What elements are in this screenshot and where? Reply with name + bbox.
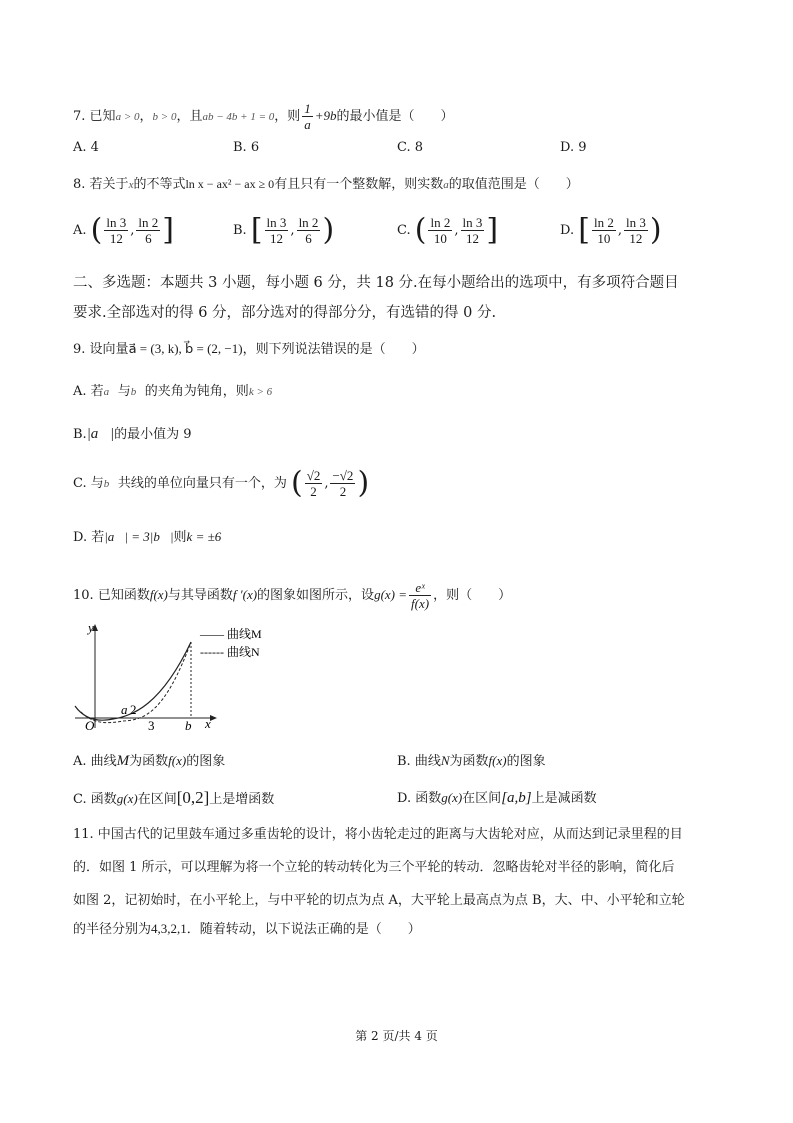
function-graph [73,620,293,735]
x-axis-arrow [210,715,217,721]
stem-text: ，且 [176,109,203,124]
question-11-line-1: 11. 中国古代的记里鼓车通过多重齿轮的设计，将小齿轮走过的距离与大齿轮对应，从而达到记录里程的目 [73,827,683,842]
question-11-line-3: 如图 2，记初始时，在小平轮上，与中平轮的切点为点 A，大平轮上最高点为点 B，大、中、小平轮和立轮 [73,893,685,908]
origin-label: O [85,718,95,733]
page-footer: 第 2 页/共 4 页 [355,1029,438,1043]
point-b-label: b [185,718,192,733]
option-a: A. 若a⃗与b⃗的夹角为钝角，则k > 6 [73,384,273,399]
fraction: $\frac{1}{a}$ [304,101,311,132]
option-c: C. ( $\frac{\ln 2}{10}$ , $\frac{\ln 3}{12}$ ] [397,212,499,248]
x-label: x [205,716,211,731]
math-expression: +9b [314,108,337,123]
option-a: A. ( $\frac{\ln 3}{12}$ , $\frac{\ln 2}{6}$ ] [73,212,174,248]
option-c: C. 与b⃗共线的单位向量只有一个，为 ( $\frac{√2}{2}$ , $\frac{-√2}{2}$ ) [73,465,370,501]
option-d: D. 若|a⃗| = 3|b⃗|则k = ±6 [73,529,222,545]
option-d: D. 函数g(x)在区间[a,b]上是减函数 [397,790,597,806]
math-variable: a [443,179,449,191]
math-variable: x [128,179,134,191]
question-10-stem: 10. 已知函数f(x)与其导函数f ′(x)的图象如图所示，设g(x) = $\frac{\text{eˣ}}{f(x)}$ ，则（ ） [73,580,512,611]
question-7-stem [73,101,454,132]
y-label: y [88,620,94,635]
option-d: D. 9 [560,140,587,155]
question-11-line-4: 的半径分别为4,3,2,1．随着转动，以下说法正确的是（ ） [73,921,421,937]
math-inequality: ln x − ax² − ax ≥ 0 [185,177,275,191]
section-heading-line-2: 要求.全部选对的得 6 分，部分选对的得部分分，有选错的得 0 分. [73,305,497,321]
math-condition: b > 0 [152,111,177,123]
math-condition: a > 0 [115,111,140,123]
section-heading-line-1: 二、多选题：本题共 3 小题，每小题 6 分，共 18 分.在每小题给出的选项中，有多项符合题目 [73,275,679,291]
stem-text: 若关于 [89,177,129,192]
stem-text: 的取值范围是（ ） [448,177,579,192]
stem-text: 有且只有一个整数解，则实数 [274,177,444,192]
legend-m: —— 曲线M [200,627,262,641]
question-8-stem [73,175,579,194]
option-b: B. 曲线N为函数f(x)的图象 [397,753,546,769]
option-a: A. 4 [73,140,99,155]
question-number: 8. [73,177,86,192]
question-number: 9. [73,342,86,357]
option-c: C. 函数g(x)在区间[0,2]上是增函数 [73,788,275,807]
option-b: B.|a⃗|的最小值为 9 [73,426,192,442]
option-a: A. 曲线M为函数f(x)的图象 [73,753,226,769]
question-11-line-2: 的．如图 1 所示，可以理解为将一个立轮的转动转化为三个平轮的转动．忽略齿轮对半径的影响，简化后 [73,860,675,875]
option-b: B. [ $\frac{\ln 3}{12}$ , $\frac{\ln 2}{6}$ ) [233,212,335,248]
option-d: D. [ $\frac{\ln 2}{10}$ , $\frac{\ln 3}{12}$ ) [560,212,662,248]
stem-text: ，则 [274,109,301,124]
point-2-label: 2 [130,702,137,717]
point-a-label: a [121,702,128,717]
math-condition: ab − 4b + 1 = 0 [202,111,275,123]
option-c: C. 8 [397,140,424,155]
stem-text: ， [139,109,153,124]
stem-text: 已知 [89,109,116,124]
stem-text: 的不等式 [133,177,186,192]
math-vectors: a⃗ = (3, k), b⃗ = (2, −1) [128,341,243,356]
option-b: B. 6 [233,140,260,155]
question-number: 7. [73,109,86,124]
legend-n: ------ 曲线N [200,645,260,659]
question-number: 10. [73,588,94,603]
stem-text: 的最小值是（ ） [336,109,454,124]
point-3-label: 3 [148,718,155,733]
question-9-stem: 9. 设向量a⃗ = (3, k), b⃗ = (2, −1)，则下列说法错误的是（ ） [73,341,425,357]
